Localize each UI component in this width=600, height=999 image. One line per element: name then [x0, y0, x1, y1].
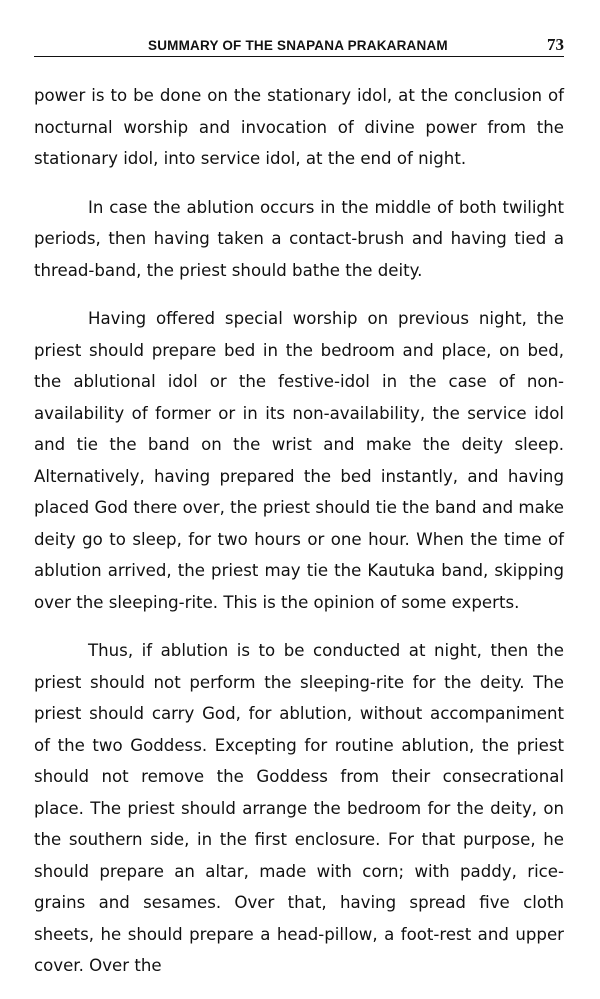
running-header	[34, 33, 564, 55]
header-rule	[34, 56, 564, 57]
running-title: SUMMARY OF THE SNAPANA PRAKARANAM	[148, 37, 448, 53]
paragraph-special-worship: Having offered special worship on previous night, the priest should prepare bed in the bedroom and place, on bed, the ablutional idol or the festive-idol in the case of non-availability of former or in its non-availability, the service idol and tie the band on the wrist and make the deity sleep. Alternatively, having prepared the bed instantly, and having placed God there over, the priest should tie the band and make deity go to sleep, for two hours or one hour. When the time of ablution arrived, the priest may tie the Kautuka band, skipping over the sleeping-rite. This is the opinion of some experts.	[34, 309, 564, 612]
paragraph-continuation: power is to be done on the stationary idol, at the conclusion of nocturnal worship and invocation of divine power from the stationary idol, into service idol, at the end of night.	[34, 86, 564, 168]
body-text	[34, 80, 564, 999]
paragraph-twilight-ablution: In case the ablution occurs in the middle of both twilight periods, then having taken a contact-brush and having tied a thread-band, the priest should bathe the deity.	[34, 197, 564, 280]
paragraph-night-ablution: Thus, if ablution is to be conducted at night, then the priest should not perform the sleeping-rite for the deity. The priest should carry God, for ablution, without accompaniment of the two Goddess. Excepting for routine ablution, the priest should not remove the Goddess from their consecrational place. The priest should arrange the bedroom for the deity, on the southern side, in the first enclosure. For that purpose, he should prepare an altar, made with corn; with paddy, rice-grains and sesames. Over that, having spread five cloth sheets, he should prepare a head-pillow, a foot-rest and upper cover. Over the	[34, 641, 564, 975]
page-number: 73	[547, 35, 564, 54]
